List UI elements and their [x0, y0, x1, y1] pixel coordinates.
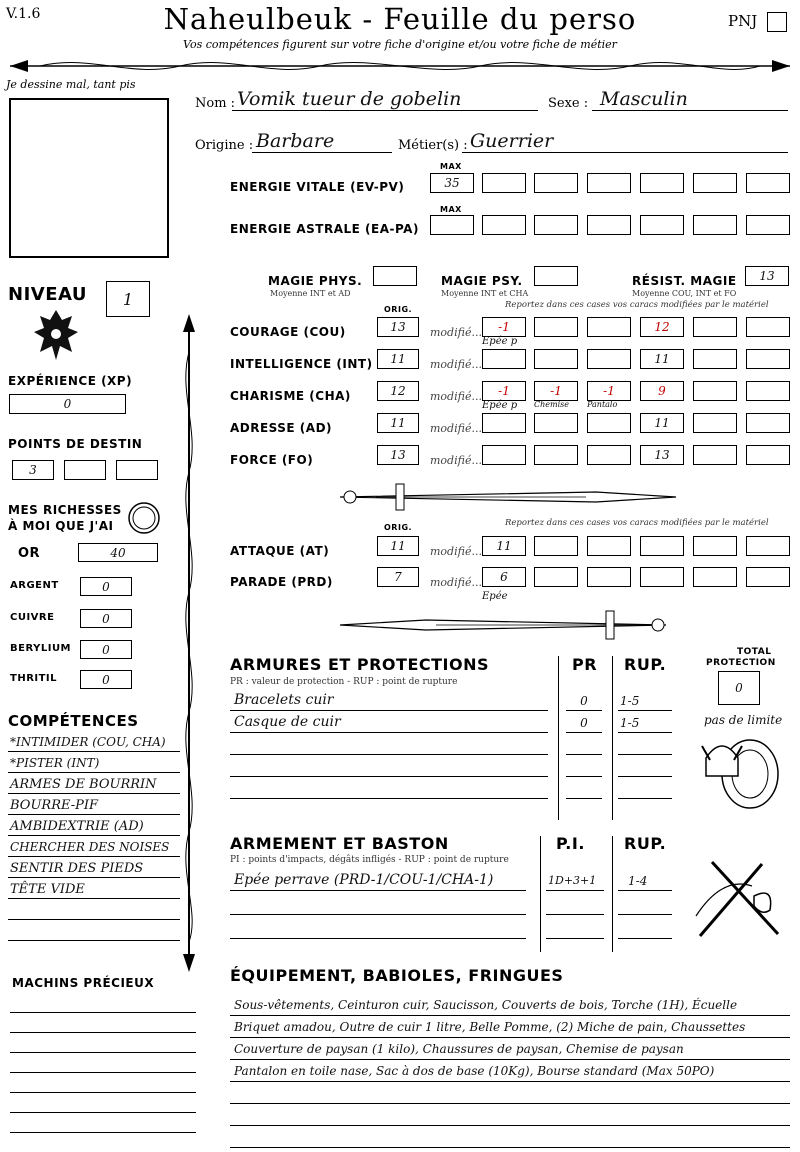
stat-cell-value-0-1: -1 [498, 320, 510, 334]
weapon-pi-0[interactable]: 1D+3+1 [548, 874, 597, 887]
weapons-col-pi: P.I. [556, 834, 585, 853]
pnj-checkbox[interactable] [767, 12, 787, 32]
stat-cell-value-2-6 [747, 382, 789, 400]
stat-cell-2-1[interactable] [482, 381, 526, 401]
stat-cell-3-6[interactable] [746, 413, 790, 433]
weapon-line-2 [230, 938, 526, 939]
ea-max-label: MAX [440, 205, 462, 214]
stat-note-2-1: Epée p [482, 400, 518, 411]
combat-cell-0-5[interactable] [693, 536, 737, 556]
stat-cell-value-4-6 [747, 446, 789, 464]
weapon-line-1 [230, 914, 526, 915]
ea-label: ENERGIE ASTRALE (EA-PA) [230, 222, 419, 236]
ea-cell-3[interactable] [587, 215, 631, 235]
armor-name-1[interactable]: Casque de cuir [234, 714, 341, 730]
total-label-2: PROTECTION [706, 658, 776, 668]
wealth-value-0: 40 [110, 545, 126, 560]
skill-line-3 [8, 814, 180, 815]
combat-cell-0-3[interactable] [587, 536, 631, 556]
combat-label-0: ATTAQUE (AT) [230, 544, 330, 558]
stat-cell-4-2[interactable] [534, 445, 578, 465]
dragon-icon [32, 306, 80, 364]
armor-rup-1[interactable]: 1-5 [620, 716, 640, 730]
precious-line-1 [10, 1032, 196, 1033]
magie-phys-sub: Moyenne INT et AD [270, 289, 351, 298]
stat-cell-value-3-5 [694, 414, 736, 432]
combat-cell-1-2[interactable] [534, 567, 578, 587]
combat-cell-value-0-2 [535, 537, 577, 555]
stat-label-4: FORCE (FO) [230, 453, 314, 467]
skill-line-4 [8, 835, 180, 836]
skill-item-7[interactable]: TÊTE VIDE [10, 882, 85, 897]
armor-pr-1[interactable]: 0 [580, 716, 588, 730]
stat-cell-3-5[interactable] [693, 413, 737, 433]
armor-pr-line-2 [566, 754, 602, 755]
total-label-1: TOTAL [737, 647, 772, 657]
skill-item-0[interactable]: *INTIMIDER (COU, CHA) [10, 735, 166, 749]
ev-cell-2[interactable] [534, 173, 578, 193]
weapons-sub: PI : points d'impacts, dégâts infligés - RUP : point de rupture [230, 855, 509, 865]
weapon-pi-line-2 [546, 938, 604, 939]
skill-item-5[interactable]: CHERCHER DES NOISES [10, 840, 170, 854]
destin-label: POINTS DE DESTIN [8, 437, 143, 451]
origine-label: Origine : [195, 138, 254, 153]
armor-line-0 [230, 710, 548, 711]
precious-line-6 [10, 1132, 196, 1133]
niveau-label: NIVEAU [8, 284, 87, 305]
skill-line-2 [8, 793, 180, 794]
magie-psy-sub: Moyenne INT et CHA [441, 289, 529, 298]
wealth-label-1: ARGENT [10, 580, 59, 591]
combat-cell-1-5[interactable] [693, 567, 737, 587]
armor-line-3 [230, 776, 548, 777]
stat-cell-value-3-1 [483, 414, 525, 432]
ev-cell-3[interactable] [587, 173, 631, 193]
stat-cell-value-1-2 [535, 350, 577, 368]
armor-rup-0[interactable]: 1-5 [620, 694, 640, 708]
armor-name-0[interactable]: Bracelets cuir [234, 692, 334, 708]
wealth-value-1: 0 [102, 579, 110, 594]
equipment-line-6 [230, 1147, 790, 1148]
stat-cell-1-2[interactable] [534, 349, 578, 369]
sword-ornament-1 [336, 480, 682, 514]
combat-cell-1-1[interactable] [482, 567, 526, 587]
equipment-line-text-3[interactable]: Pantalon en toile nase, Sac à dos de base (10Kg), Bourse standard (Max 50PO) [234, 1064, 715, 1078]
stat-orig-box-3[interactable] [377, 413, 419, 433]
resist-magie-box[interactable]: 13 [745, 266, 789, 286]
stat-modifie-0: modifié... [430, 326, 482, 339]
combat-cell-value-1-2 [535, 568, 577, 586]
stat-cell-1-5[interactable] [693, 349, 737, 369]
stat-modifie-3: modifié... [430, 422, 482, 435]
stat-cell-2-2[interactable] [534, 381, 578, 401]
equipment-line-text-2[interactable]: Couverture de paysan (1 kilo), Chaussures de paysan, Chemise de paysan [234, 1042, 684, 1056]
combat-cell-value-0-4 [641, 537, 683, 555]
weapon-rup-line-2 [618, 938, 672, 939]
weapons-icon [692, 856, 786, 944]
equipment-line-1 [230, 1037, 790, 1038]
page-title: Naheulbeuk - Feuille du perso [163, 2, 637, 36]
portrait-box[interactable] [9, 98, 169, 258]
precious-line-5 [10, 1112, 196, 1113]
stat-cell-2-3[interactable] [587, 381, 631, 401]
stat-cell-value-1-5 [694, 350, 736, 368]
header-spear-ornament [0, 52, 800, 78]
portrait-caption: Je dessine mal, tant pis [6, 78, 136, 91]
skill-item-2[interactable]: ARMES DE BOURRIN [10, 777, 157, 792]
stat-cell-0-5[interactable] [693, 317, 737, 337]
stat-note-2-3: Pantalo [587, 400, 618, 409]
stat-orig-value-1: 11 [390, 352, 406, 366]
stat-label-3: ADRESSE (AD) [230, 421, 333, 435]
stat-cell-value-4-1 [483, 446, 525, 464]
skill-item-1[interactable]: *PISTER (INT) [10, 756, 100, 770]
stat-orig-value-3: 11 [390, 416, 406, 430]
wealth-title-2: À MOI QUE J'AI [8, 519, 114, 533]
xp-label: EXPÉRIENCE (XP) [8, 374, 133, 388]
skill-item-6[interactable]: SENTIR DES PIEDS [10, 861, 144, 876]
stat-cell-0-3[interactable] [587, 317, 631, 337]
stat-cell-value-3-4: 11 [654, 416, 670, 430]
skill-line-7 [8, 898, 180, 899]
stat-cell-value-4-5 [694, 446, 736, 464]
equipment-line-2 [230, 1059, 790, 1060]
wealth-value-4: 0 [102, 672, 110, 687]
combat-cell-value-1-1: 6 [500, 570, 508, 584]
ea-max-box[interactable] [430, 215, 474, 235]
armor-rup-line-0 [618, 710, 672, 711]
version-label: V.1.6 [6, 6, 41, 22]
armor-pr-line-0 [566, 710, 602, 711]
stats-orig-label: ORIG. [384, 305, 413, 314]
armor-line-2 [230, 754, 548, 755]
skill-item-3[interactable]: BOURRE-PIF [10, 798, 99, 813]
stat-cell-3-1[interactable] [482, 413, 526, 433]
metier-label: Métier(s) : [398, 138, 468, 153]
helmet-shield-icon [696, 726, 784, 812]
armor-rup-line-3 [618, 776, 672, 777]
stat-orig-value-4: 13 [390, 448, 406, 462]
ev-cell-6[interactable] [746, 173, 790, 193]
skill-line-1 [8, 772, 180, 773]
armor-col-pr: PR [572, 655, 598, 674]
stat-orig-box-4[interactable] [377, 445, 419, 465]
combat-cell-value-0-5 [694, 537, 736, 555]
stat-cell-1-1[interactable] [482, 349, 526, 369]
armor-line-1 [230, 732, 548, 733]
skills-title: COMPÉTENCES [8, 712, 139, 730]
stat-modifie-1: modifié... [430, 358, 482, 371]
pnj-label: PNJ [728, 12, 758, 30]
equipment-line-0 [230, 1015, 790, 1016]
combat-cell-1-3[interactable] [587, 567, 631, 587]
niveau-box[interactable]: 1 [106, 281, 150, 317]
combat-cell-1-4[interactable] [640, 567, 684, 587]
stat-cell-value-0-4: 12 [654, 320, 670, 334]
ea-cell-4[interactable] [640, 215, 684, 235]
ev-max-label: MAX [440, 162, 462, 171]
stat-cell-1-6[interactable] [746, 349, 790, 369]
wealth-label-0: OR [18, 546, 41, 561]
stat-orig-value-2: 12 [390, 384, 406, 398]
combat-cell-value-0-6 [747, 537, 789, 555]
combat-orig-box-1[interactable] [377, 567, 419, 587]
stat-label-0: COURAGE (COU) [230, 325, 346, 339]
stat-cell-4-1[interactable] [482, 445, 526, 465]
stat-cell-value-3-6 [747, 414, 789, 432]
stat-cell-value-0-3 [588, 318, 630, 336]
armor-rup-line-4 [618, 798, 672, 799]
stat-cell-value-1-4: 11 [654, 352, 670, 366]
stat-label-1: INTELLIGENCE (INT) [230, 357, 373, 371]
stat-cell-2-4[interactable] [640, 381, 684, 401]
stat-cell-3-2[interactable] [534, 413, 578, 433]
skill-line-6 [8, 877, 180, 878]
stat-cell-4-6[interactable] [746, 445, 790, 465]
stat-cell-2-5[interactable] [693, 381, 737, 401]
equipment-line-5 [230, 1125, 790, 1126]
stat-cell-value-2-3: -1 [603, 384, 615, 398]
stat-orig-box-1[interactable] [377, 349, 419, 369]
skill-line-5 [8, 856, 180, 857]
stat-cell-1-3[interactable] [587, 349, 631, 369]
armor-rup-line-2 [618, 754, 672, 755]
armor-title: ARMURES ET PROTECTIONS [230, 655, 489, 674]
stat-note-2-2: Chemise [534, 400, 569, 409]
origine-value[interactable]: Barbare [256, 130, 335, 152]
wealth-label-2: CUIVRE [10, 612, 55, 623]
stat-cell-value-2-1: -1 [498, 384, 510, 398]
page-subtitle: Vos compétences figurent sur votre fiche d'origine et/ou votre fiche de métier [183, 38, 617, 51]
precious-title: MACHINS PRÉCIEUX [12, 976, 155, 990]
vertical-spear-ornament [176, 312, 202, 974]
sexe-value[interactable]: Masculin [600, 88, 688, 110]
wealth-box-2[interactable] [80, 609, 132, 628]
stat-note-0-1: Epée p [482, 336, 518, 347]
equipment-title: ÉQUIPEMENT, BABIOLES, FRINGUES [230, 966, 564, 985]
skill-line-8 [8, 919, 180, 920]
stat-cell-value-0-2 [535, 318, 577, 336]
skill-line-9 [8, 940, 180, 941]
wealth-label-3: BERYLIUM [10, 643, 72, 654]
xp-box[interactable]: 0 [9, 394, 126, 414]
ev-label: ENERGIE VITALE (EV-PV) [230, 180, 405, 194]
stat-cell-value-0-5 [694, 318, 736, 336]
combat-cell-0-6[interactable] [746, 536, 790, 556]
armor-pr-line-3 [566, 776, 602, 777]
combat-cell-1-6[interactable] [746, 567, 790, 587]
wealth-box-1[interactable] [80, 577, 132, 596]
stat-cell-value-4-3 [588, 446, 630, 464]
stat-modifie-4: modifié... [430, 454, 482, 467]
weapon-name-0[interactable]: Epée perrave (PRD-1/COU-1/CHA-1) [234, 872, 494, 888]
precious-line-0 [10, 1012, 196, 1013]
combat-cell-value-0-1: 11 [496, 539, 512, 553]
combat-orig-label: ORIG. [384, 523, 413, 532]
wealth-title-1: MES RICHESSES [8, 503, 122, 517]
sword-ornament-2 [336, 608, 682, 642]
stat-cell-value-0-6 [747, 318, 789, 336]
ev-cell-4[interactable] [640, 173, 684, 193]
armor-pr-0[interactable]: 0 [580, 694, 588, 708]
wealth-box-4[interactable] [80, 670, 132, 689]
stat-cell-value-1-3 [588, 350, 630, 368]
ea-cell-6[interactable] [746, 215, 790, 235]
wealth-label-4: THRITIL [10, 673, 58, 684]
nom-value[interactable]: Vomik tueur de gobelin [237, 88, 462, 110]
combat-cell-value-1-6 [747, 568, 789, 586]
stat-cell-value-1-6 [747, 350, 789, 368]
ev-cell-1[interactable] [482, 173, 526, 193]
weapon-line-0 [230, 890, 526, 891]
armor-col-rup: RUP. [624, 655, 667, 674]
combat-note: Reportez dans ces cases vos caracs modifiées par le matériel [505, 518, 769, 528]
ev-max-box[interactable]: 35 [430, 173, 474, 193]
nom-label: Nom : [195, 96, 236, 111]
ea-cell-1[interactable] [482, 215, 526, 235]
armor-pr-line-1 [566, 732, 602, 733]
ea-cell-5[interactable] [693, 215, 737, 235]
stats-note: Reportez dans ces cases vos caracs modifiées par le matériel [505, 300, 769, 310]
combat-cell-value-1-3 [588, 568, 630, 586]
weapon-pi-line-0 [546, 890, 604, 891]
wealth-value-3: 0 [102, 642, 110, 657]
stat-cell-3-3[interactable] [587, 413, 631, 433]
combat-orig-value-1: 7 [394, 570, 402, 584]
armor-line-4 [230, 798, 548, 799]
equipment-line-3 [230, 1081, 790, 1082]
combat-orig-value-0: 11 [390, 539, 406, 553]
combat-cell-0-1[interactable] [482, 536, 526, 556]
weapon-pi-line-1 [546, 914, 604, 915]
stat-cell-value-4-4: 13 [654, 448, 670, 462]
equipment-line-4 [230, 1103, 790, 1104]
stat-cell-4-4[interactable] [640, 445, 684, 465]
stat-cell-value-2-2: -1 [550, 384, 562, 398]
stat-cell-0-6[interactable] [746, 317, 790, 337]
combat-modifie-1: modifié... [430, 576, 482, 589]
stat-orig-box-0[interactable] [377, 317, 419, 337]
weapon-rup-0[interactable]: 1-4 [628, 874, 648, 888]
combat-orig-box-0[interactable] [377, 536, 419, 556]
wealth-box-3[interactable] [80, 640, 132, 659]
stat-cell-4-5[interactable] [693, 445, 737, 465]
wealth-box-0[interactable] [78, 543, 158, 562]
magie-phys-label: MAGIE PHYS. [268, 274, 363, 288]
weapons-title: ARMEMENT ET BASTON [230, 834, 449, 853]
sexe-label: Sexe : [548, 96, 589, 111]
equipment-line-text-1[interactable]: Briquet amadou, Outre de cuir 1 litre, Belle Pomme, (2) Miche de pain, Chaussettes [234, 1020, 746, 1034]
limit-label: pas de limite [704, 713, 783, 727]
destin-box-1[interactable]: 3 [12, 460, 54, 480]
armor-rup-line-1 [618, 732, 672, 733]
magie-psy-label: MAGIE PSY. [441, 274, 523, 288]
stat-label-2: CHARISME (CHA) [230, 389, 351, 403]
coin-icon [126, 500, 162, 536]
metier-value[interactable]: Guerrier [470, 130, 554, 152]
precious-line-4 [10, 1092, 196, 1093]
armor-pr-line-4 [566, 798, 602, 799]
destin-box-2[interactable] [64, 460, 106, 480]
combat-cell-value-0-3 [588, 537, 630, 555]
destin-box-3[interactable] [116, 460, 158, 480]
stat-cell-3-4[interactable] [640, 413, 684, 433]
stat-cell-0-2[interactable] [534, 317, 578, 337]
combat-cell-value-1-5 [694, 568, 736, 586]
stat-cell-0-1[interactable] [482, 317, 526, 337]
armor-sub: PR : valeur de protection - RUP : point de rupture [230, 677, 458, 687]
combat-note-1: Epée [482, 591, 508, 602]
combat-modifie-0: modifié... [430, 545, 482, 558]
stat-cell-1-4[interactable] [640, 349, 684, 369]
total-protection-box[interactable]: 0 [718, 671, 760, 705]
stat-modifie-2: modifié... [430, 390, 482, 403]
combat-label-1: PARADE (PRD) [230, 575, 333, 589]
combat-cell-0-2[interactable] [534, 536, 578, 556]
stat-orig-box-2[interactable] [377, 381, 419, 401]
stat-cell-2-6[interactable] [746, 381, 790, 401]
stat-cell-4-3[interactable] [587, 445, 631, 465]
precious-line-3 [10, 1072, 196, 1073]
combat-cell-value-1-4 [641, 568, 683, 586]
stat-cell-value-3-2 [535, 414, 577, 432]
ev-cell-5[interactable] [693, 173, 737, 193]
weapon-rup-line-0 [618, 890, 672, 891]
resist-magie-label: RÉSIST. MAGIE [632, 274, 737, 288]
skill-line-0 [8, 751, 180, 752]
skill-item-4[interactable]: AMBIDEXTRIE (AD) [10, 819, 144, 834]
stat-cell-value-2-5 [694, 382, 736, 400]
resist-magie-sub: Moyenne COU, INT et FO [632, 289, 737, 298]
stat-cell-value-1-1 [483, 350, 525, 368]
weapons-col-rup: RUP. [624, 834, 667, 853]
magie-phys-box[interactable] [373, 266, 417, 286]
ea-cell-2[interactable] [534, 215, 578, 235]
stat-cell-0-4[interactable] [640, 317, 684, 337]
weapon-rup-line-1 [618, 914, 672, 915]
stat-cell-value-4-2 [535, 446, 577, 464]
stat-orig-value-0: 13 [390, 320, 406, 334]
magie-psy-box[interactable] [534, 266, 578, 286]
equipment-line-text-0[interactable]: Sous-vêtements, Ceinturon cuir, Saucisson, Couverts de bois, Torche (1H), Écuelle [234, 998, 738, 1012]
precious-line-2 [10, 1052, 196, 1053]
combat-cell-0-4[interactable] [640, 536, 684, 556]
stat-cell-value-2-4: 9 [658, 384, 666, 398]
stat-cell-value-3-3 [588, 414, 630, 432]
wealth-value-2: 0 [102, 611, 110, 626]
